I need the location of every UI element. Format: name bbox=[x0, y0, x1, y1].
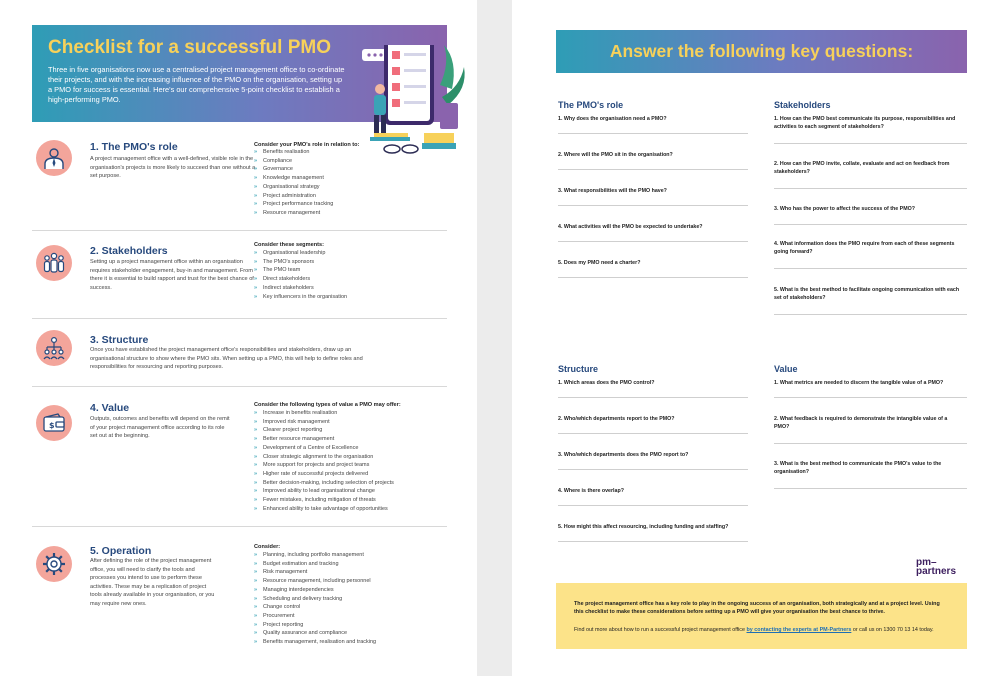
logo-line: pm– bbox=[916, 557, 937, 568]
list-item: » Improved ability to lead organisational change bbox=[254, 487, 394, 496]
section-divider bbox=[32, 386, 447, 387]
answer-line[interactable] bbox=[558, 241, 748, 242]
question-group-title: Value bbox=[774, 364, 798, 374]
answer-line[interactable] bbox=[774, 268, 967, 269]
list-item: » Higher rate of successful projects delivered bbox=[254, 470, 394, 479]
section-structure-badge bbox=[36, 330, 72, 366]
answer-line[interactable] bbox=[774, 143, 967, 144]
list-item: » Direct stakeholders bbox=[254, 275, 347, 284]
question: 2. What feedback is required to demonstrate the intangible value of a PMO? bbox=[774, 416, 948, 430]
section-operation-desc: After defining the role of the project management office, you will need to clarify the tools and processes you intend to use to perform these activities. These may be a replication of project tools already available in your organisation, or you may require new ones. bbox=[90, 558, 215, 607]
section-value-title: 4. Value bbox=[90, 402, 130, 414]
question: 3. Who/which departments does the PMO report to? bbox=[558, 452, 689, 458]
answer-line[interactable] bbox=[774, 224, 967, 225]
answer-line[interactable] bbox=[558, 169, 748, 170]
section-pmo-role-title: 1. The PMO's role bbox=[90, 141, 178, 153]
answer-line[interactable] bbox=[558, 397, 748, 398]
section-operation-badge bbox=[36, 546, 72, 582]
section-divider bbox=[32, 230, 447, 231]
section-operation-list-head: Consider: bbox=[254, 544, 281, 550]
checklist-header bbox=[32, 25, 447, 122]
section-pmo-role-list-head: Consider your PMO's role in relation to: bbox=[254, 142, 360, 148]
list-item: » Managing interdependencies bbox=[254, 586, 376, 595]
footer-callout bbox=[556, 583, 967, 649]
answer-line[interactable] bbox=[558, 469, 748, 470]
list-item: » The PMO team bbox=[254, 266, 347, 275]
answer-line[interactable] bbox=[774, 443, 967, 444]
list-item: » Fewer mistakes, including mitigation of threats bbox=[254, 496, 394, 505]
list-item: » Better resource management bbox=[254, 435, 394, 444]
list-item: » Benefits realisation bbox=[254, 148, 333, 157]
section-pmo-role-list bbox=[254, 148, 333, 218]
answer-line[interactable] bbox=[558, 433, 748, 434]
list-item: » Resource management, including personnel bbox=[254, 577, 376, 586]
checklist-title: Checklist for a successful PMO bbox=[48, 37, 331, 58]
contact-link[interactable]: by contacting the experts at PM-Partners bbox=[746, 627, 852, 633]
question: 4. Where is there overlap? bbox=[558, 488, 624, 494]
section-stakeholders-list bbox=[254, 249, 347, 301]
footer-summary: The project management office has a key role to play in the ongoing success of an organisation, both strategically and at a project level. Using this checklist to make these considerations before setting up a PMO will give your organisation the best chance to thrive. bbox=[574, 601, 940, 615]
section-operation-list bbox=[254, 551, 376, 647]
question: 5. What is the best method to facilitate ongoing communication with each set of stakeholders? bbox=[774, 287, 960, 301]
list-item: » Budget estimation and tracking bbox=[254, 560, 376, 569]
list-item: » Indirect stakeholders bbox=[254, 284, 347, 293]
section-divider bbox=[32, 526, 447, 527]
question: 5. Does my PMO need a charter? bbox=[558, 260, 641, 266]
answer-line[interactable] bbox=[774, 488, 967, 489]
questions-title: Answer the following key questions: bbox=[609, 41, 914, 61]
list-item: » Benefits management, realisation and tracking bbox=[254, 638, 376, 647]
question: 2. Where will the PMO sit in the organisation? bbox=[558, 152, 673, 158]
list-item: » Quality assurance and compliance bbox=[254, 629, 376, 638]
section-operation bbox=[32, 540, 447, 660]
wallet-icon bbox=[42, 411, 66, 435]
list-item: » Resource management bbox=[254, 209, 333, 218]
group-people-icon bbox=[42, 251, 66, 275]
list-item: » Project performance tracking bbox=[254, 200, 333, 209]
list-item: » Enhanced ability to take advantage of opportunities bbox=[254, 505, 394, 514]
org-chart-icon bbox=[42, 336, 66, 360]
section-stakeholders-badge bbox=[36, 245, 72, 281]
answer-line[interactable] bbox=[558, 205, 748, 206]
questions-header bbox=[556, 30, 967, 73]
section-stakeholders-title: 2. Stakeholders bbox=[90, 245, 168, 257]
section-pmo-role-badge bbox=[36, 140, 72, 176]
section-value-desc: Outputs, outcomes and benefits will depend on the remit of your project management office according to its role set out at the beginning. bbox=[90, 416, 230, 440]
list-item: » Development of a Centre of Excellence bbox=[254, 444, 394, 453]
section-operation-title: 5. Operation bbox=[90, 545, 152, 557]
section-structure bbox=[32, 330, 447, 382]
section-pmo-role bbox=[32, 138, 447, 228]
list-item: » Scheduling and delivery tracking bbox=[254, 595, 376, 604]
question: 4. What information does the PMO require from each of these segments going forward? bbox=[774, 241, 955, 255]
section-value-list bbox=[254, 409, 394, 513]
section-value-list-head: Consider the following types of value a PMO may offer: bbox=[254, 402, 401, 408]
list-item: » Increase in benefits realisation bbox=[254, 409, 394, 418]
list-item: » More support for projects and project teams bbox=[254, 461, 394, 470]
logo-line: partners bbox=[916, 566, 957, 577]
answer-line[interactable] bbox=[774, 188, 967, 189]
footer-contact bbox=[574, 626, 964, 634]
footer-contact-pre: Find out more about how to run a successful project management office bbox=[574, 627, 747, 633]
section-divider bbox=[32, 318, 447, 319]
questions-page bbox=[512, 0, 1000, 676]
section-pmo-role-desc: A project management office with a well-defined, visible role in the organisation's projects is more likely to succeed than one without a set purpose. bbox=[90, 156, 256, 180]
list-item: » Organisational strategy bbox=[254, 183, 333, 192]
question: 1. What metrics are needed to discern the tangible value of a PMO? bbox=[774, 380, 944, 386]
business-person-icon bbox=[42, 146, 66, 170]
question-group-title: Structure bbox=[558, 364, 599, 374]
list-item: » Project reporting bbox=[254, 621, 376, 630]
question: 2. How can the PMO invite, collate, evaluate and act on feedback from stakeholders? bbox=[774, 161, 950, 175]
list-item: » Closer strategic alignment to the organisation bbox=[254, 453, 394, 462]
question: 4. What activities will the PMO be expected to undertake? bbox=[558, 224, 703, 230]
section-value bbox=[32, 398, 447, 528]
question: 1. Which areas does the PMO control? bbox=[558, 380, 655, 386]
section-structure-desc: Once you have established the project management office's responsibilities and stakeholders, draw up an organisational structure to show where the PMO sits. When setting up a PMO, this will help to define roles and responsibilities for resourcing and reporting purposes. bbox=[90, 347, 363, 371]
list-item: » Compliance bbox=[254, 157, 333, 166]
list-item: » Procurement bbox=[254, 612, 376, 621]
question: 3. Who has the power to affect the success of the PMO? bbox=[774, 206, 915, 212]
answer-line[interactable] bbox=[558, 277, 748, 278]
list-item: » Governance bbox=[254, 165, 333, 174]
answer-line[interactable] bbox=[774, 314, 967, 315]
question: 5. How might this affect resourcing, including funding and staffing? bbox=[558, 524, 729, 530]
list-item: » Knowledge management bbox=[254, 174, 333, 183]
question: 3. What is the best method to communicate the PMO's value to the organisation? bbox=[774, 461, 942, 475]
answer-line[interactable] bbox=[558, 505, 748, 506]
section-stakeholders-list-head: Consider these segments: bbox=[254, 242, 324, 248]
svg-text:$: $ bbox=[49, 421, 55, 430]
checklist-intro: Three in five organisations now use a centralised project management office to co-ordinate their projects, and with the increasing influence of the PMO on the organisation, setting up a PMO for success is essential. Here's our comprehensive 5-point checklist to establish a high-performing PMO. bbox=[48, 65, 345, 104]
list-item: » Change control bbox=[254, 603, 376, 612]
list-item: » Clearer project reporting bbox=[254, 426, 394, 435]
list-item: » The PMO's sponsors bbox=[254, 258, 347, 267]
answer-line[interactable] bbox=[558, 541, 748, 542]
footer-contact-post: or call us on 1300 70 13 14 today. bbox=[851, 627, 934, 633]
list-item: » Key influencers in the organisation bbox=[254, 293, 347, 302]
answer-line[interactable] bbox=[558, 133, 748, 134]
answer-line[interactable] bbox=[774, 397, 967, 398]
checklist-page bbox=[0, 0, 477, 676]
list-item: » Better decision-making, including selection of projects bbox=[254, 479, 394, 488]
gear-icon bbox=[42, 552, 66, 576]
list-item: » Project administration bbox=[254, 192, 333, 201]
question-group-title: The PMO's role bbox=[558, 100, 624, 110]
question: 2. Who/which departments report to the PMO? bbox=[558, 416, 675, 422]
list-item: » Improved risk management bbox=[254, 418, 394, 427]
section-stakeholders-desc: Setting up a project management office within an organisation requires stakeholder engagement, buy-in and management. From there it is essential to build rapport and trust for the best chance of success. bbox=[90, 259, 254, 291]
section-structure-title: 3. Structure bbox=[90, 334, 149, 346]
pm-partners-logo bbox=[916, 558, 956, 576]
section-value-badge bbox=[36, 405, 72, 441]
list-item: » Planning, including portfolio management bbox=[254, 551, 376, 560]
question: 3. What responsibilities will the PMO have? bbox=[558, 188, 667, 194]
question: 1. How can the PMO best communicate its purpose, responsibilities and activities to each segment of stakeholders? bbox=[774, 116, 956, 130]
section-stakeholders bbox=[32, 241, 447, 315]
list-item: » Risk management bbox=[254, 568, 376, 577]
question: 1. Why does the organisation need a PMO? bbox=[558, 116, 667, 122]
question-group-title: Stakeholders bbox=[774, 100, 831, 110]
list-item: » Organisational leadership bbox=[254, 249, 347, 258]
